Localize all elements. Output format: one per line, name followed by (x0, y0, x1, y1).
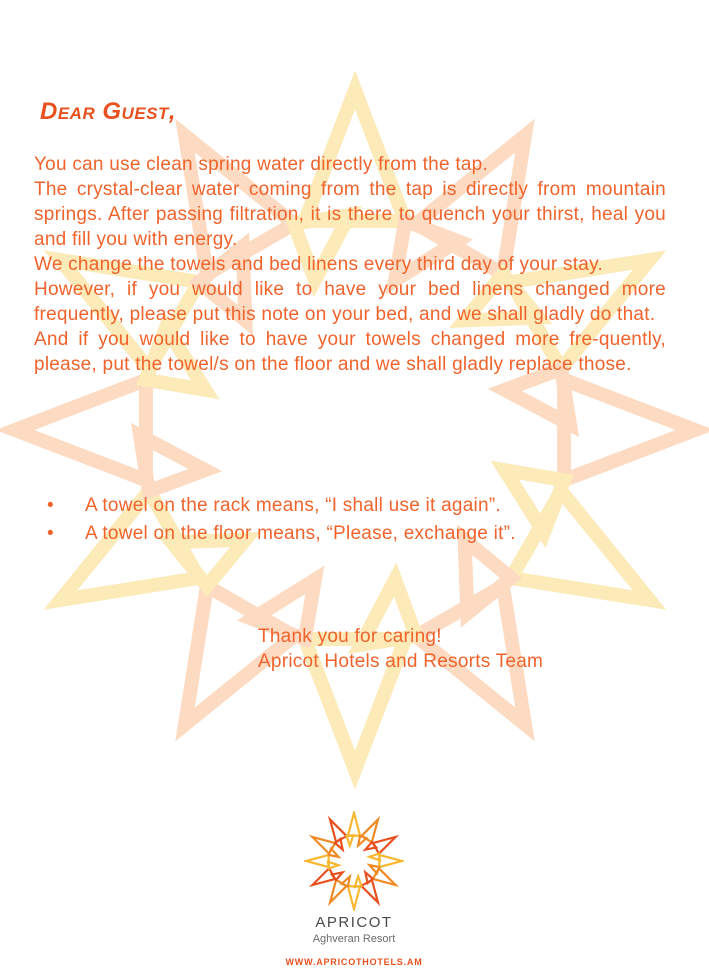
signoff (258, 624, 543, 674)
sun-ray-shape (330, 880, 347, 903)
list-item (34, 492, 666, 520)
list-item (34, 520, 666, 548)
brand-name: APRICOT (315, 914, 393, 931)
sun-ray-shape (348, 886, 360, 909)
sun-ray-shape (15, 380, 146, 480)
sun-ray-shape (361, 819, 378, 842)
paragraph-springs: The crystal-clear water coming from the tap is directly from mountain springs. After passing filtration, it is there to quench your thirst, heal you and fill you with energy. (34, 179, 666, 250)
signoff-team: Apricot Hotels and Resorts Team (258, 651, 544, 672)
bullet-marker: • (47, 523, 54, 544)
bullet-marker: • (47, 495, 54, 516)
sun-ray-shape (379, 855, 402, 867)
sun-ray-shape (373, 837, 396, 854)
sun-ray-shape (361, 880, 378, 903)
sun-ray-shape (373, 868, 396, 885)
sun-ray-shape (312, 837, 335, 854)
towel-instructions-list (34, 492, 666, 548)
sun-ray-shape (564, 380, 695, 480)
paragraph-towel-schedule: We change the towels and bed linens every third day of your stay. (34, 254, 603, 275)
sun-ray-shape (348, 813, 360, 836)
paragraph-water: You can use clean spring water directly from the tap. (34, 154, 489, 175)
paragraph-towels: And if you would like to have your towels changed more fre-quently, please, put the towel/s on the floor and we shall gladly replace those. (34, 329, 666, 375)
sun-ray-shape (140, 436, 205, 491)
letter-body (34, 152, 666, 377)
website-link[interactable]: WWW.APRICOTHOTELS.AM (285, 957, 423, 967)
paragraph-bed-linens: However, if you would like to have your bed linens changed more frequently, please put this note on your bed, and we shall gladly do that. (34, 279, 666, 325)
sun-ray-shape (505, 369, 570, 424)
signoff-thanks: Thank you for caring! (258, 626, 442, 647)
greeting-heading: Dear Guest, (40, 98, 177, 125)
sun-ray-shape (347, 835, 354, 846)
brand-subtitle: Aghveran Resort (312, 933, 396, 945)
sun-ray-shape (306, 855, 329, 867)
list-item-text: A towel on the floor means, “Please, exchange it”. (85, 523, 516, 544)
sun-ray-shape (330, 819, 347, 842)
sun-ray-shape (465, 540, 511, 614)
sun-star-logo-icon (304, 811, 404, 911)
sun-ray-shape (312, 868, 335, 885)
list-item-text: A towel on the rack means, “I shall use it again”. (85, 495, 501, 516)
